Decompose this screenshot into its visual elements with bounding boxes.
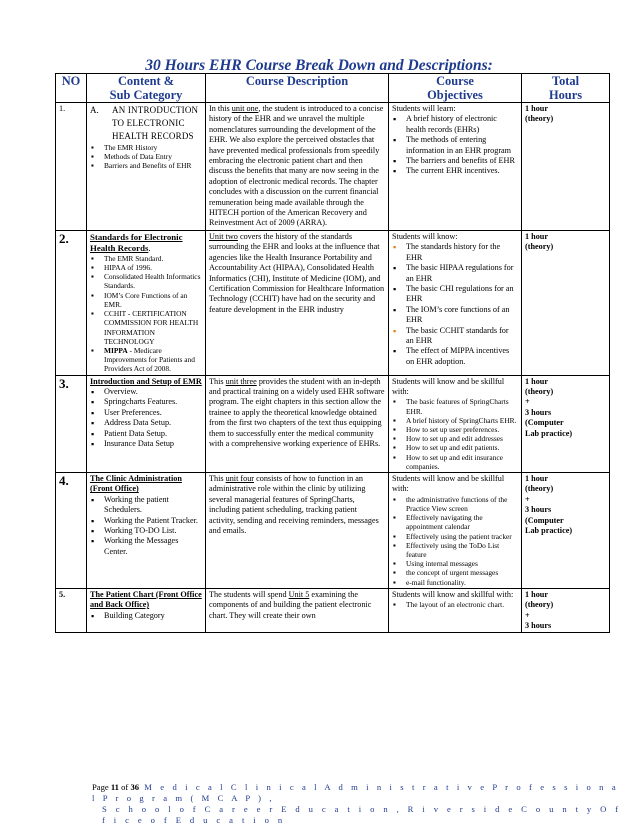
content-cell <box>87 472 206 588</box>
list-item: ▪ Consolidated Health Informatics Standards. <box>90 272 202 290</box>
list-item: ▪ The EMR Standard. <box>90 254 202 263</box>
hours-cell: 1 hour (theory) + 3 hours (Computer Lab practice) <box>522 375 610 472</box>
list-item: ▪ IOM’s Core Functions of an EMR. <box>90 291 202 309</box>
list-item: ▪ The methods of entering information in an EHR program <box>392 135 518 156</box>
list-item: ▪ The IOM’s core functions of an EHR <box>392 305 518 326</box>
school-name: S c h o o l o f C a r e e r E d u c a t i o n , R i v e r s i d e C o u n t y O f f i c e o f E d u c a t i o n <box>102 804 622 825</box>
page-number: Page 11 of 36 <box>92 782 140 792</box>
content-list <box>90 143 202 171</box>
list-item: ▪ The standards history for the EHR <box>392 242 518 263</box>
description-cell: Unit two covers the history of the standards surrounding the EHR and looks at the influence that agencies like the Health Insurance Portability and Accountability Act (HIPAA), Consolidated Health Informatics (CHI), Institute of Medicine (IOM), and Certification Commission for Healthcare Information Technology (CCHIT) have had on the security and feature development in the EHR industry <box>206 230 389 375</box>
table-row <box>56 103 610 231</box>
description-cell: The students will spend Unit 5 examining the components of and building the patient electronic chart. They will create their own <box>206 588 389 633</box>
list-item: ▪ the concept of urgent messages <box>392 568 518 577</box>
list-item: ▪ Patient Data Setup. <box>90 429 202 439</box>
unit-link: unit one <box>231 104 259 113</box>
objectives-cell: Students will know and skillful with: ▪ The layout of an electronic chart. <box>389 588 522 633</box>
row-number: 3. <box>56 375 87 472</box>
unit-link: unit four <box>225 473 255 483</box>
description-cell: This unit four consists of how to function in an administrative role within the clinic by utilizing several managerial features of SpringCharts, including patient scheduling, tracking patient activity, sending and receiving reminders, messages and emails. <box>206 472 389 588</box>
list-item: ▪ How to set up user preferences. <box>392 425 518 434</box>
unit-link: unit three <box>225 376 257 386</box>
list-item: ▪ How to set up and edit insurance companies. <box>392 453 518 471</box>
row-number: 2. <box>56 230 87 375</box>
content-cell <box>87 588 206 633</box>
list-item: ▪ How to set up and edit patients. <box>392 443 518 452</box>
list-item: ▪ The basic CHI regulations for an EHR <box>392 284 518 305</box>
header-objectives: Course Objectives <box>389 74 522 103</box>
row-number: 5. <box>56 588 87 633</box>
hours-cell: 1 hour (theory) <box>522 230 610 375</box>
list-item: ▪ Using internal messages <box>392 559 518 568</box>
page-footer <box>92 782 622 826</box>
list-item: ▪ The basic features of SpringCharts EHR. <box>392 397 518 415</box>
list-item: ▪ Methods of Data Entry <box>90 152 202 161</box>
row-number: 1. <box>56 103 87 231</box>
table-row <box>56 472 610 588</box>
row-number: 4. <box>56 472 87 588</box>
content-title: AN INTRODUCTION TO ELECTRONIC HEALTH RECORDS <box>112 105 199 141</box>
program-name: M e d i c a l C l i n i c a l A d m i n i s t r a t i v e P r o f e s s i o n a l P r o g r a m ( M C A P ) , <box>92 782 619 803</box>
description-cell: This unit three provides the student with an in-depth and practical training on a widely used EHR software program. The eight chapters in this section allow the trainee to apply the theoretical knowledge obtained from the first two chapters of the text thus equipping them to successfully enter the medical community with a comprehensive working experience of EHRs. <box>206 375 389 472</box>
list-item: ▪ Effectively using the ToDo List feature <box>392 541 518 559</box>
content-title: The Clinic Administration (Front Office) <box>90 473 182 494</box>
list-item: ▪ Working the Patient Tracker. <box>90 516 202 526</box>
table-row <box>56 375 610 472</box>
objectives-cell: Students will know: ▪ The standards history for the EHR ▪ The basic HIPAA regulations for an EHR ▪ The basic CHI regulations for an EHR ▪ The IOM’s core functions of an EHR ▪ The basic CCHIT standards for an EHR ▪ The effect of MIPPA incentives on EHR adoption. <box>389 230 522 375</box>
list-item: ▪ Working the Messages Center. <box>90 536 202 557</box>
list-item: ▪ e-mail functionality. <box>392 578 518 587</box>
list-item: ▪ the administrative functions of the Practice View screen <box>392 495 518 513</box>
list-item: ▪ Address Data Setup. <box>90 418 202 428</box>
content-title: Introduction and Setup of EMR <box>90 376 202 386</box>
header-row <box>56 74 610 103</box>
objectives-cell: Students will know and be skillful with: ▪ The basic features of SpringCharts EHR. ▪ A brief history of SpringCharts EHR. ▪ How to set up user preferences. ▪ How to set up and edit addresses ▪ How to set up and edit patients. ▪ How to set up and edit insurance companies. <box>389 375 522 472</box>
content-title: The Patient Chart (Front Office and Back Office) <box>90 589 202 610</box>
list-item: ▪ Effectively using the patient tracker <box>392 532 518 541</box>
list-item: ▪ Working the patient Schedulers. <box>90 495 202 516</box>
content-title: Standards for Electronic Health Records <box>90 231 183 253</box>
description-cell: In this unit one, the student is introduced to a concise history of the EHR and we unravel the multiple nomenclatures surrounding the development of the EHR. We also explore the perceived obstacles that have prevented medical professionals from speedily embracing the electronic patient chart and then discuss the benefits that many are now seeing in the adoption of electronic medical records. The chapter concludes with a discussion on the current financial remuneration being made available through the HITECH portion of the American Recovery and Reinvestment Act of 2009 (ARRA). <box>206 103 389 231</box>
unit-link: Unit 5 <box>288 589 310 599</box>
table-row <box>56 588 610 633</box>
list-item: ▪ Barriers and Benefits of EHR <box>90 161 202 170</box>
list-item: ▪ CCHIT - CERTIFICATION COMMISSION FOR HEALTH INFORMATION TECHNOLOGY <box>90 309 202 346</box>
content-cell <box>87 375 206 472</box>
list-item: ▪ MIPPA - Medicare Improvements for Patients and Providers Act of 2008. <box>90 346 202 374</box>
objectives-cell: Students will know and be skillful with: ▪ the administrative functions of the Practice View screen ▪ Effectively navigating the appointment calendar ▪ Effectively using the patient tracker ▪ Effectively using the ToDo List feature ▪ Using internal messages ▪ the concept of urgent messages ▪ e-mail functionality. <box>389 472 522 588</box>
content-cell: A. AN INTRODUCTION TO ELECTRONIC HEALTH RECORDS ▪ The EMR History ▪ Methods of Data Entry ▪ Barriers and Benefits of EHR <box>87 103 206 231</box>
hours-cell: 1 hour (theory) <box>522 103 610 231</box>
header-total: Total Hours <box>522 74 610 103</box>
content-cell: Standards for Electronic Health Records. ▪ The EMR Standard. ▪ HIPAA of 1996. ▪ Consolidated Health Informatics Standards. ▪ IOM’s Core Functions of an EMR. ▪ CCHIT - CERTIFICATION COMMISSION FOR HEALTH INFORMATION TECHNOLOGY ▪ MIPPA - Medicare Improvements for Patients and Providers Act of 2008. <box>87 230 206 375</box>
list-item: ▪ How to set up and edit addresses <box>392 434 518 443</box>
hours-cell: 1 hour (theory) + 3 hours (Computer Lab practice) <box>522 472 610 588</box>
list-item: ▪ The barriers and benefits of EHR <box>392 156 518 166</box>
list-item: ▪ Overview. <box>90 387 202 397</box>
list-item: ▪ User Preferences. <box>90 408 202 418</box>
list-item: ▪ A brief history of SpringCharts EHR. <box>392 416 518 425</box>
list-item: ▪ Building Category <box>90 611 202 621</box>
list-item: ▪ The basic CCHIT standards for an EHR <box>392 326 518 347</box>
header-content: Content & Sub Category <box>87 74 206 103</box>
list-item: ▪ The EMR History <box>90 143 202 152</box>
list-item: ▪ A brief history of electronic health records (EHRs) <box>392 114 518 135</box>
objectives-cell: Students will learn: ▪ A brief history of electronic health records (EHRs) ▪ The methods of entering information in an EHR program ▪ The barriers and benefits of EHR ▪ The current EHR incentives. <box>389 103 522 231</box>
list-item: ▪ The current EHR incentives. <box>392 166 518 176</box>
list-item: ▪ Insurance Data Setup <box>90 439 202 449</box>
list-item: ▪ The layout of an electronic chart. <box>392 600 518 609</box>
header-description: Course Description <box>206 74 389 103</box>
list-item: ▪ The effect of MIPPA incentives on EHR adoption. <box>392 346 518 367</box>
list-item: ▪ The basic HIPAA regulations for an EHR <box>392 263 518 284</box>
course-table <box>55 73 610 633</box>
table-row <box>56 230 610 375</box>
header-no: NO <box>56 74 87 103</box>
list-item: ▪ Springcharts Features. <box>90 397 202 407</box>
list-item: ▪ Working TO-DO List. <box>90 526 202 536</box>
hours-cell: 1 hour (theory) + 3 hours <box>522 588 610 633</box>
list-item: ▪ Effectively navigating the appointment calendar <box>392 513 518 531</box>
unit-link: Unit two <box>209 231 238 241</box>
list-item: ▪ HIPAA of 1996. <box>90 263 202 272</box>
page-title: 30 Hours EHR Course Break Down and Descriptions: <box>145 57 493 74</box>
